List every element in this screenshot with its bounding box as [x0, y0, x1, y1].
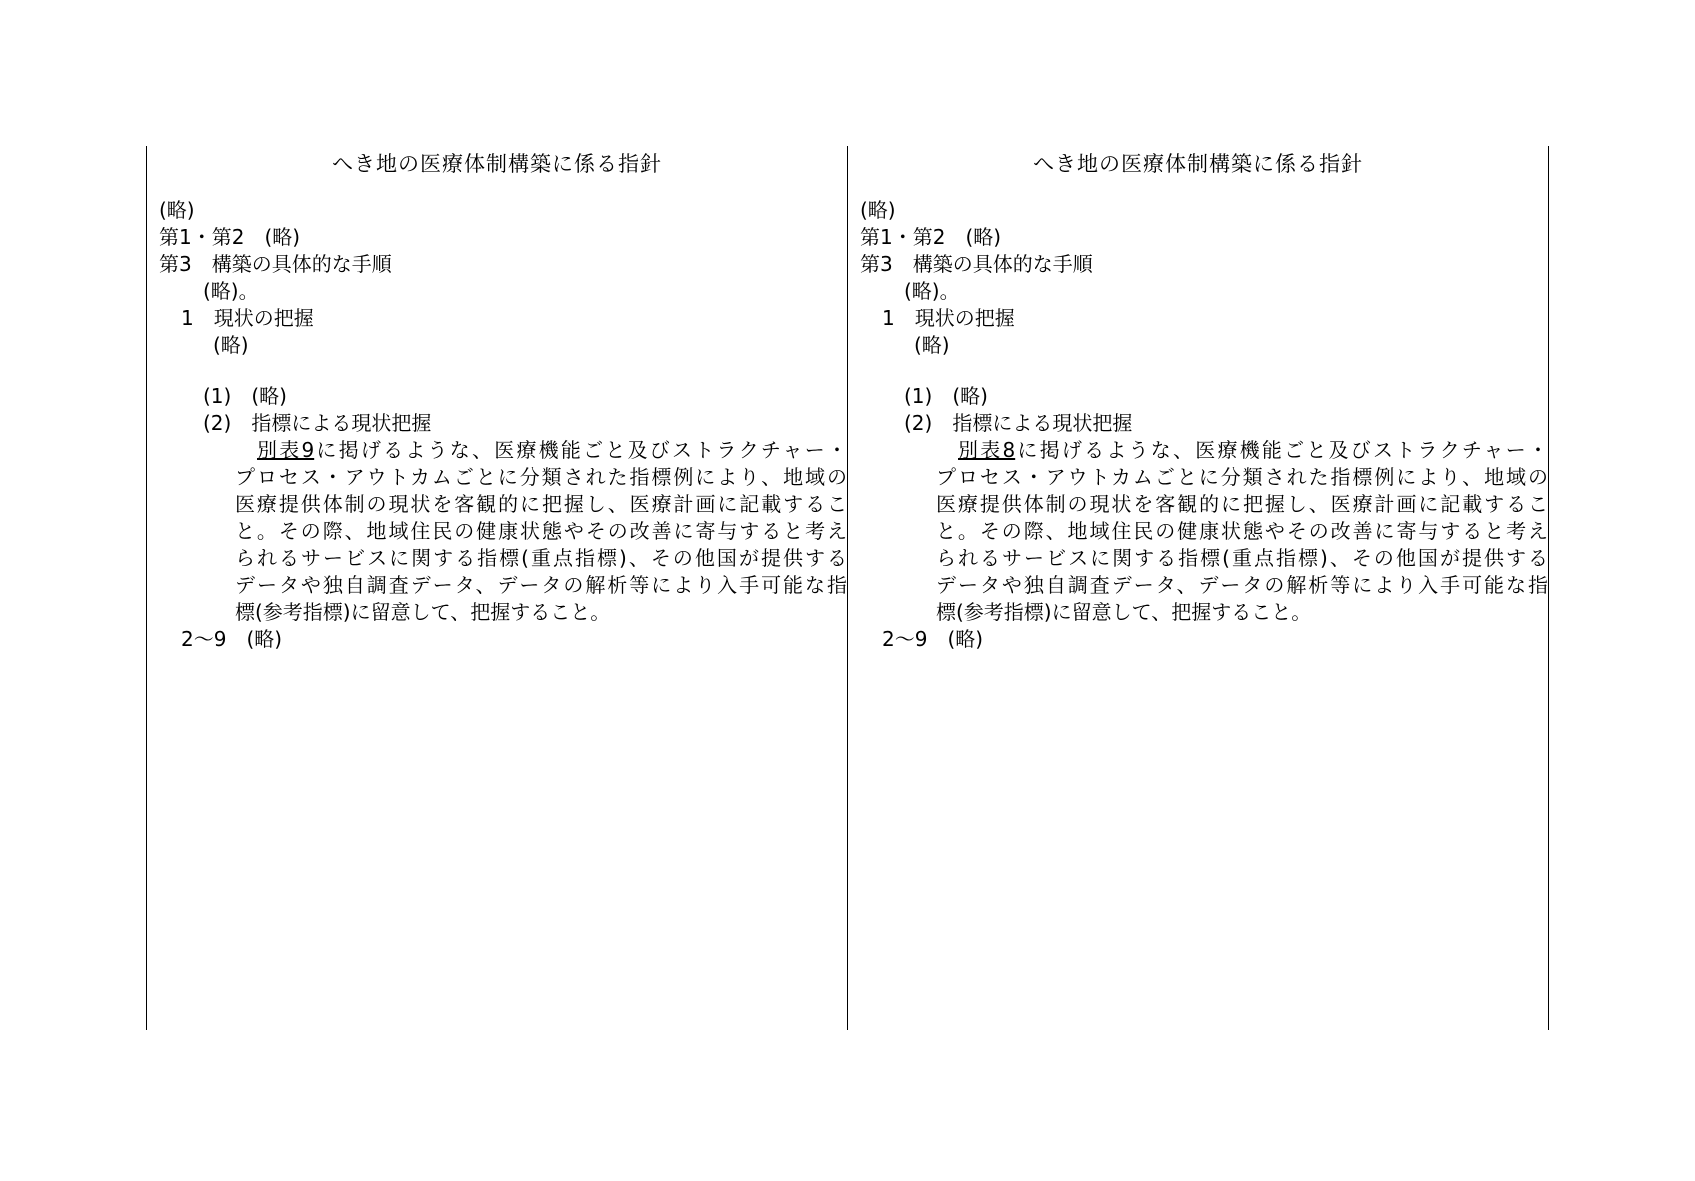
- sub-item-1: (1) (略): [904, 384, 988, 408]
- intro-omitted: (略): [860, 198, 896, 222]
- section-3-note: (略)。: [203, 279, 259, 303]
- section-3-heading: 第3 構築の具体的な手順: [860, 252, 1093, 276]
- items-2-9: 2～9 (略): [882, 627, 984, 651]
- annex-table-reference: 別表8: [958, 438, 1016, 462]
- item-1-heading: 1 現状の把握: [882, 306, 1015, 330]
- item-1-note: (略): [914, 333, 950, 357]
- paragraph-line: 医療提供体制の現状を客観的に把握し、医療計画に記載するこ: [936, 492, 1548, 516]
- sub-item-2-heading: (2) 指標による現状把握: [904, 411, 1133, 435]
- paragraph-line: られるサービスに関する指標(重点指標)、その他国が提供する: [235, 546, 847, 570]
- paragraph-line: 別表8に掲げるような、医療機能ごと及びストラクチャー・: [958, 438, 1548, 462]
- paragraph-line: データや独自調査データ、データの解析等により入手可能な指: [936, 573, 1548, 597]
- annex-table-reference: 別表9: [257, 438, 315, 462]
- sub-item-2-heading: (2) 指標による現状把握: [203, 411, 432, 435]
- paragraph-line: データや独自調査データ、データの解析等により入手可能な指: [235, 573, 847, 597]
- items-2-9: 2～9 (略): [181, 627, 283, 651]
- paragraph-line: プロセス・アウトカムごとに分類された指標例により、地域の: [235, 465, 847, 489]
- section-3-heading: 第3 構築の具体的な手順: [159, 252, 392, 276]
- right-column: [847, 146, 1549, 1030]
- sub-item-1: (1) (略): [203, 384, 287, 408]
- section-1-2: 第1・第2 (略): [159, 225, 301, 249]
- paragraph-line: 標(参考指標)に留意して、把握すること。: [235, 600, 611, 624]
- intro-omitted: (略): [159, 198, 195, 222]
- section-1-2: 第1・第2 (略): [860, 225, 1002, 249]
- paragraph-line: プロセス・アウトカムごとに分類された指標例により、地域の: [936, 465, 1548, 489]
- paragraph-line: と。その際、地域住民の健康状態やその改善に寄与すると考え: [936, 519, 1548, 543]
- section-3-note: (略)。: [904, 279, 960, 303]
- document-title: へき地の医療体制構築に係る指針: [332, 152, 662, 176]
- paragraph-line: られるサービスに関する指標(重点指標)、その他国が提供する: [936, 546, 1548, 570]
- item-1-note: (略): [213, 333, 249, 357]
- paragraph-line: 標(参考指標)に留意して、把握すること。: [936, 600, 1312, 624]
- left-column: [146, 146, 847, 1030]
- item-1-heading: 1 現状の把握: [181, 306, 314, 330]
- paragraph-line: と。その際、地域住民の健康状態やその改善に寄与すると考え: [235, 519, 847, 543]
- paragraph-line: 医療提供体制の現状を客観的に把握し、医療計画に記載するこ: [235, 492, 847, 516]
- document-title: へき地の医療体制構築に係る指針: [1033, 152, 1363, 176]
- paragraph-line: 別表9に掲げるような、医療機能ごと及びストラクチャー・: [257, 438, 847, 462]
